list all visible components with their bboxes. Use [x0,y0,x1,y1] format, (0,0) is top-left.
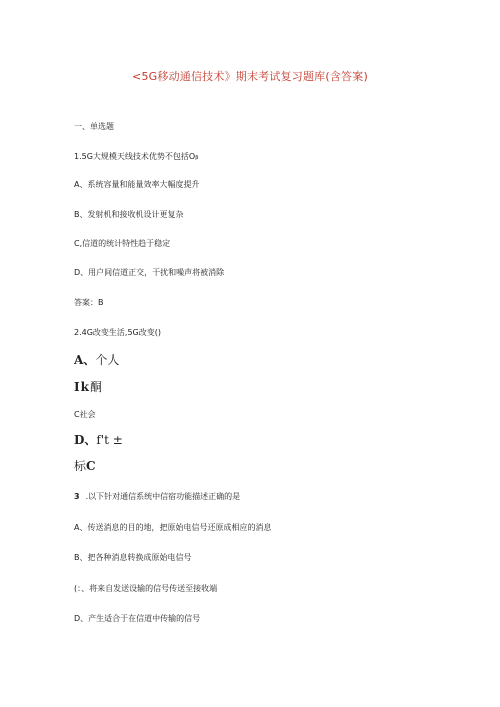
question-2-option-b-text: 酮 [89,380,102,394]
question-1-option-b: B、发射机和接收机设计更复杂 [74,210,184,219]
question-2-stem: 2.4G改变生活,5G改变() [74,328,161,337]
question-1-stem-subscript: β [195,155,199,161]
question-1-answer: 答案：B [74,298,104,307]
question-2-option-a-text: 个人 [95,353,120,367]
page-title: <5G移动通信技术》期末考试复习题库(含答案) [132,70,368,83]
question-1-option-d: D、用户间信道正交，干扰和噪声将被消除 [74,268,225,277]
question-1-stem-text: 1.5G大规模天线技术优势不包括O [74,152,196,161]
question-2-option-d-text: f't ± [96,433,123,447]
question-3-option-d: D、产生适合于在信道中传输的信号 [74,614,201,623]
question-2-answer-value: C [86,459,96,473]
question-3-option-a: A、传送消息的目的地，把原始电信号还原成相应的消息 [74,523,272,532]
question-1-stem [74,151,198,162]
question-2-option-a [74,351,119,368]
section-heading: 一、单选题 [74,122,114,131]
question-3-stem [74,491,240,502]
question-1-option-c: C,信道的统计特性趋于稳定 [74,239,171,248]
question-2-answer-label: 标 [74,459,87,473]
question-2-option-b-label: Ik [74,380,90,394]
question-3-option-b: B、把各种消息转换成原始电信号 [74,553,192,562]
question-3-number: 3 [74,492,80,501]
question-2-option-d-label: D、 [74,433,97,447]
question-3-stem-text: .以下针对通信系统中信宿功能描述正确的是 [85,492,241,501]
question-2-option-b [74,378,102,395]
question-3-option-c: (：、将来自发送设输的信号传送至接收端 [74,584,218,593]
question-2-option-c: C社会 [74,410,96,419]
question-2-answer [74,457,96,474]
question-2-option-a-label: A、 [74,353,96,367]
question-2-option-d [74,431,123,448]
question-1-option-a: A、系统容量和能量效率大幅度提升 [74,180,200,189]
